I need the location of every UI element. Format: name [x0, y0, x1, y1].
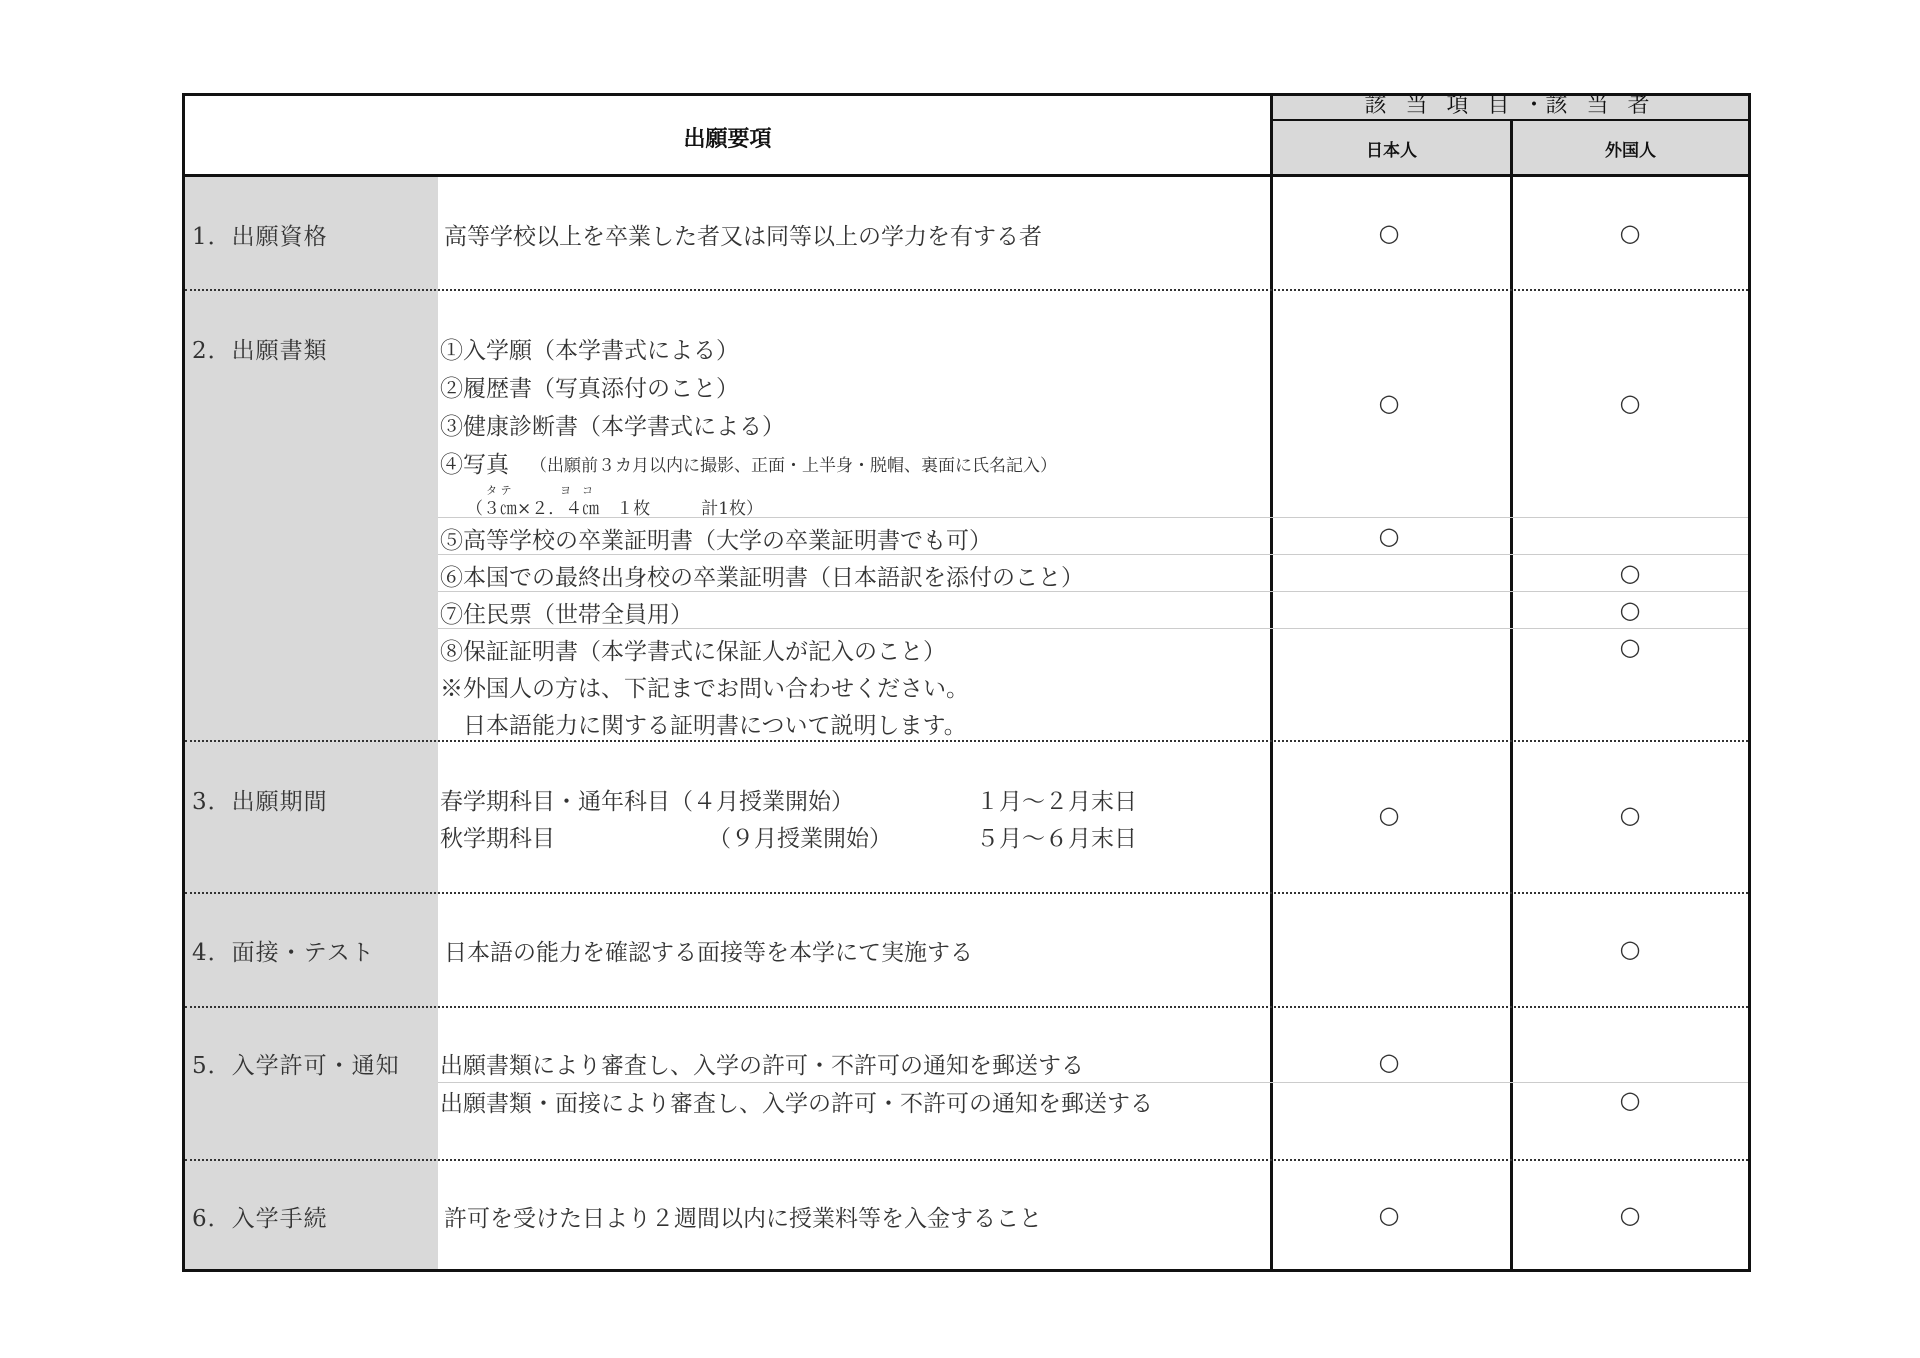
document-item-photo: ④写真	[440, 452, 509, 478]
row-label-period: 3．出願期間	[192, 789, 328, 815]
mark-foreign: ○	[1619, 1201, 1641, 1229]
admission-text-japanese: 出願書類により審査し、入学の許可・不許可の通知を郵送する	[440, 1053, 1084, 1079]
mark-foreign: ○	[1619, 219, 1641, 247]
mark-foreign: ○	[1619, 1086, 1641, 1114]
eligibility-text: 高等学校以上を卒業した者又は同等以上の学力を有する者	[444, 224, 1042, 250]
row-separator	[185, 892, 1748, 894]
document-note: 日本語能力に関する証明書について説明します。	[440, 713, 967, 739]
photo-size-ruby: タ テ	[486, 484, 512, 497]
mark-foreign: ○	[1619, 596, 1641, 624]
period-autumn-start: （９月授業開始）	[708, 826, 892, 852]
period-autumn: 秋学期科目	[440, 826, 555, 852]
row-label-admission: 5．入学許可・通知	[192, 1053, 400, 1079]
column-header-japanese: 日本人	[1366, 141, 1417, 161]
enrollment-text: 許可を受けた日より２週間以内に授業料等を入金すること	[444, 1206, 1042, 1232]
divider-foreign-column	[1510, 120, 1513, 1272]
period-spring-dates: １月～２月末日	[976, 789, 1137, 815]
document-item: ⑧保証証明書（本学書式に保証人が記入のこと）	[440, 639, 946, 665]
mark-japanese: ○	[1378, 1048, 1400, 1076]
mark-japanese: ○	[1378, 1201, 1400, 1229]
divider-japanese-column	[1270, 93, 1273, 1272]
header-group-rule	[1270, 119, 1751, 121]
document-item: ②履歴書（写真添付のこと）	[440, 376, 739, 402]
document-item: ⑦住民票（世帯全員用）	[440, 602, 693, 628]
interview-text: 日本語の能力を確認する面接等を本学にて実施する	[444, 940, 973, 966]
mark-japanese: ○	[1378, 801, 1400, 829]
period-spring: 春学期科目・通年科目（４月授業開始）	[440, 789, 854, 815]
document-item: ⑤高等学校の卒業証明書（大学の卒業証明書でも可）	[440, 528, 992, 554]
mark-foreign: ○	[1619, 389, 1641, 417]
mark-foreign: ○	[1619, 633, 1641, 661]
photo-size-ruby: ヨ コ	[560, 484, 593, 497]
document-note: ※外国人の方は、下記までお問い合わせください。	[440, 676, 969, 702]
mark-japanese: ○	[1378, 522, 1400, 550]
mark-japanese: ○	[1378, 389, 1400, 417]
column-header-foreign: 外国人	[1605, 141, 1656, 161]
table-title: 出願要項	[683, 127, 772, 152]
document-item: ③健康診断書（本学書式による）	[440, 414, 785, 440]
row-separator	[185, 1159, 1748, 1161]
applicable-group-title: 該 当 項 目 ･該 当 者	[1364, 93, 1656, 118]
mark-foreign: ○	[1619, 935, 1641, 963]
subrow-line	[438, 1082, 1748, 1083]
admission-text-foreign: 出願書類・面接により審査し、入学の許可・不許可の通知を郵送する	[440, 1091, 1153, 1117]
period-autumn-dates: ５月～６月末日	[976, 826, 1137, 852]
row-label-interview: 4．面接・テスト	[192, 940, 375, 966]
mark-japanese: ○	[1378, 219, 1400, 247]
row-separator	[185, 289, 1748, 291]
mark-foreign: ○	[1619, 559, 1641, 587]
photo-note: （出願前３カ月以内に撮影、正面・上半身・脱帽、裏面に氏名記入）	[530, 456, 1057, 476]
row-separator	[185, 1006, 1748, 1008]
row-separator	[185, 740, 1748, 742]
photo-size: （３㎝×２．４㎝ １枚 計1枚）	[466, 499, 764, 519]
document-item: ①入学願（本学書式による）	[440, 338, 739, 364]
row-label-enrollment: 6．入学手続	[192, 1206, 328, 1232]
document-item: ⑥本国での最終出身校の卒業証明書（日本語訳を添付のこと）	[440, 565, 1084, 591]
header-bottom-rule	[182, 174, 1751, 177]
row-label-eligibility: 1．出願資格	[192, 224, 328, 250]
mark-foreign: ○	[1619, 801, 1641, 829]
row-label-documents: 2．出願書類	[192, 338, 328, 364]
